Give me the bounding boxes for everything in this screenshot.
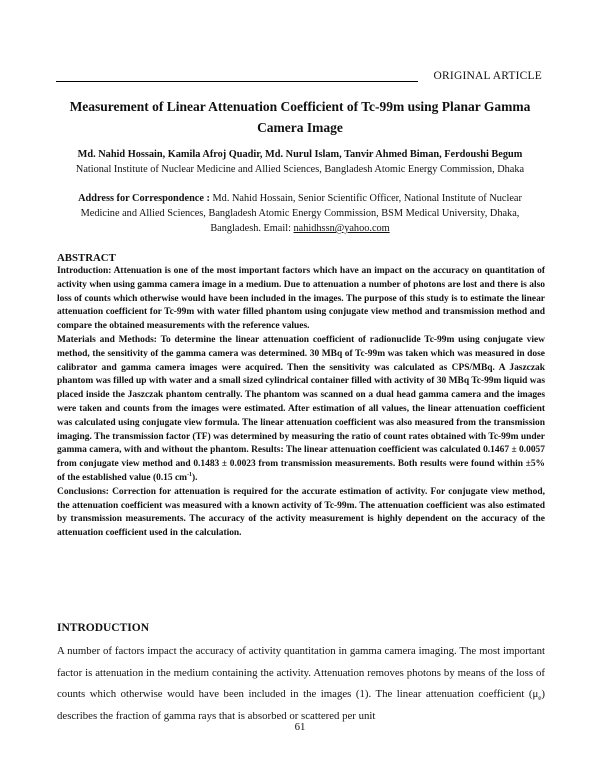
article-header	[56, 70, 542, 86]
correspondence-label: Address for Correspondence :	[78, 193, 210, 204]
abstract-introduction: Introduction: Attenuation is one of the most important factors which have an impact on the accuracy on quantitation of activity when using gamma camera image in a medium. Due to attenuation a number of photons are lost and there is also loss of counts which otherwise would have been included in the images. The purpose of this study is to estimate the linear attenuation coefficient for Tc-99m with water filled phantom using conjugate view method and transmission method and compare the obtained measurements with the reference values.	[57, 266, 545, 332]
introduction-paragraph	[57, 641, 545, 727]
abstract-conclusions: Conclusions: Correction for attenuation is required for the accurate estimation of activity. For conjugate view method, the attenuation coefficient was measured with a known activity of Tc-99m. The attenuation coefficient was also estimated by transmission measurements. The accuracy of the activity measurement is highly dependent on the accuracy of the attenuation coefficient used in the calculation.	[57, 486, 545, 539]
author-list: Md. Nahid Hossain, Kamila Afroj Quadir, Md. Nurul Islam, Tanvir Ahmed Biman, Ferdoushi Begum	[77, 149, 523, 160]
email-link[interactable]: nahidhssn@yahoo.com	[293, 223, 390, 234]
abstract-section	[57, 252, 545, 541]
paper-title: Measurement of Linear Attenuation Coefficient of Tc-99m using Planar Gamma Camera Image	[69, 99, 531, 135]
abstract-methods	[57, 334, 545, 486]
abstract-heading: ABSTRACT	[57, 252, 116, 264]
mu-subscript: e	[538, 694, 542, 703]
article-type-label: ORIGINAL ARTICLE	[433, 70, 542, 82]
abstract-methods-end: ).	[192, 472, 198, 483]
correspondence-block	[60, 191, 540, 236]
introduction-section	[57, 621, 545, 727]
affiliation: National Institute of Nuclear Medicine and Allied Sciences, Bangladesh Atomic Energy Commission, Dhaka	[75, 164, 525, 175]
header-rule	[56, 81, 418, 82]
unit-superscript: -1	[187, 471, 193, 478]
abstract-methods-text: Materials and Methods: To determine the linear attenuation coefficient of radionuclide Tc-99m using conjugate view method, the sensitivity of the gamma camera was determined. 30 MBq of Tc-99m was taken which was measured in dose calibrator and gamma camera images were acquired. Then the sensitivity was calculated as CPS/MBq. A Jaszczak phantom was filled up with water and a small sized cylindrical container filled with activity of 30 MBq Tc-99m liquid was placed inside the Jaszczak phantom centrally. The phantom was scanned on a dual head gamma camera and the images were taken and counts from the images were estimated. After estimation of all values, the linear attenuation coefficient was calculated using conjugate view formula. The linear attenuation coefficient was also measured from the transmission imaging. The transmission factor (TF) was determined by measuring the ratio of count rates obtained with Tc-99m under gamma camera, with and without the phantom. Results: The linear attenuation coefficient was calculated 0.1467 ± 0.0057 from conjugate view method and 0.1483 ± 0.0023 from transmission measurements. Both results were found within ±5% of the established value (0.15 cm	[57, 334, 545, 483]
introduction-heading: INTRODUCTION	[57, 622, 150, 634]
introduction-text-2: ) describes the fraction of gamma rays that is absorbed or scattered per unit	[57, 688, 545, 722]
page-number: 61	[294, 721, 306, 733]
correspondence-text: Md. Nahid Hossain, Senior Scientific Officer, National Institute of Nuclear Medicine and Allied Sciences, Bangladesh Atomic Energy Commission, BSM Medical University, Dhaka, Bangladesh. Email:	[80, 193, 522, 234]
introduction-text-1: A number of factors impact the accuracy of activity quantitation in gamma camera imaging. The most important factor is attenuation in the medium containing the activity. Attenuation removes photons by means of the loss of counts which otherwise would have been included in the images (1). The linear attenuation coefficient (μ	[57, 645, 545, 700]
